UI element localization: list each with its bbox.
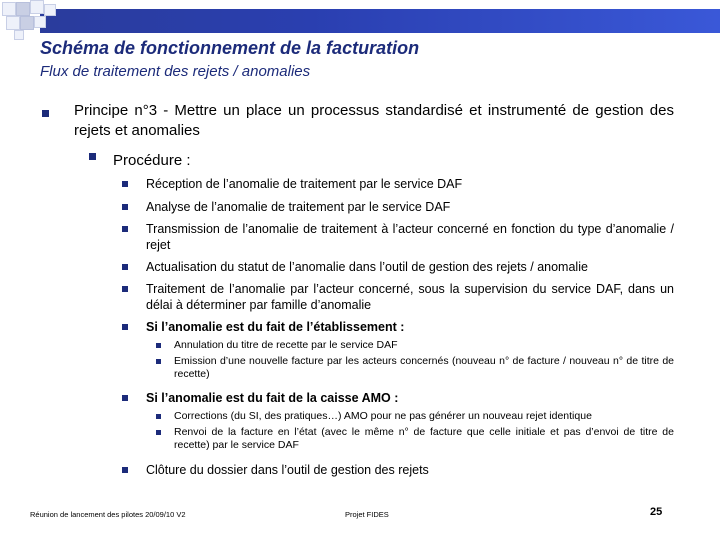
procedure-step-caisse: Si l’anomalie est du fait de la caisse AMO : [146,391,399,405]
procedure-step: Actualisation du statut de l’anomalie dans l’outil de gestion des rejets / anomalie [146,260,588,274]
square-bullet-icon [122,286,128,292]
decorative-square [2,2,16,16]
procedure-step: Analyse de l’anomalie de traitement par le service DAF [146,200,451,214]
footer-project: Projet FIDES [345,510,389,519]
procedure-step-etablissement: Si l’anomalie est du fait de l’établissement : [146,320,405,334]
decorative-square [16,2,30,16]
caisse-action: Renvoi de la facture en l’état (avec le même n° de facture que celle initiale et pas d’envoi de titre de recette) par le service DAF [174,426,674,451]
square-bullet-icon [122,226,128,232]
etablissement-action: Emission d’une nouvelle facture par les acteurs concernés (nouveau n° de facture / nouveau n° de titre de recette) [174,355,674,380]
slide-title: Schéma de fonctionnement de la facturation [40,38,420,58]
procedure-step: Transmission de l’anomalie de traitement à l’acteur concerné en fonction du type d’anomalie / rejet [146,222,674,252]
square-bullet-icon [122,204,128,210]
principle-text: Principe n°3 - Mettre un place un processus standardisé et instrumenté de gestion des rejets et anomalies [74,102,674,139]
procedure-step: Réception de l’anomalie de traitement par le service DAF [146,177,463,191]
page-number: 25 [650,506,663,518]
square-bullet-icon [122,181,128,187]
square-bullet-icon [122,395,128,401]
decorative-square [14,30,24,40]
square-bullet-icon [122,324,128,330]
square-bullet-icon [156,359,161,364]
square-bullet-icon [122,467,128,473]
decorative-square [44,4,56,16]
footer-meeting: Réunion de lancement des pilotes 20/09/10 V2 [30,510,186,519]
square-bullet-icon [156,414,161,419]
procedure-label: Procédure : [113,152,191,169]
decorative-square [20,16,34,30]
decorative-square [6,16,20,30]
etablissement-action: Annulation du titre de recette par le service DAF [174,339,398,351]
slide-subtitle: Flux de traitement des rejets / anomalies [40,63,311,80]
square-bullet-icon [156,430,161,435]
decorative-square [30,0,44,14]
square-bullet-icon [122,264,128,270]
decorative-square [34,16,46,28]
procedure-step: Traitement de l’anomalie par l’acteur concerné, sous la supervision du service DAF, dans un délai à déterminer par famille d’anomalie [146,282,674,312]
square-bullet-icon [89,153,96,160]
square-bullet-icon [42,110,49,117]
square-bullet-icon [156,343,161,348]
caisse-action: Corrections (du SI, des pratiques…) AMO pour ne pas générer un nouveau rejet identique [174,410,592,422]
header-banner [0,0,720,38]
procedure-step: Clôture du dossier dans l’outil de gestion des rejets [146,463,429,477]
banner-bar [40,9,720,33]
